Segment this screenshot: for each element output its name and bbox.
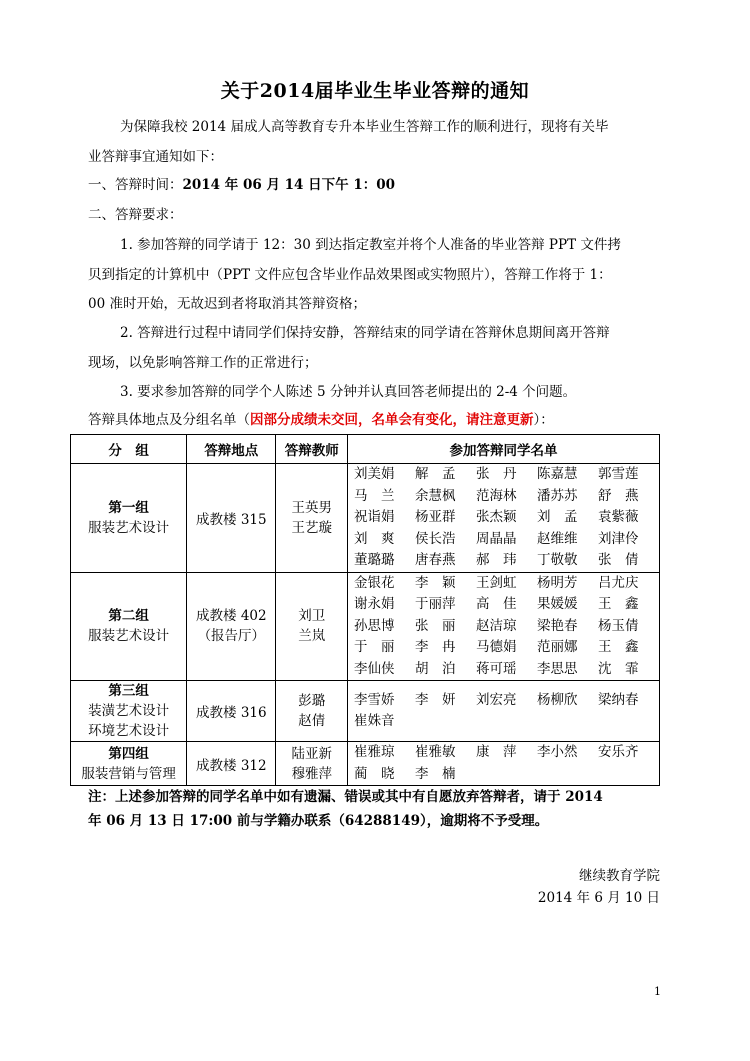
teacher-cell	[276, 572, 348, 681]
student-name: 马德娟	[475, 639, 517, 655]
student-name: 康 萍	[475, 744, 517, 760]
group-major: 服装营销与管理	[81, 765, 176, 782]
group-major: 服装艺术设计	[88, 628, 170, 645]
student-name: 郭雪莲	[597, 466, 639, 482]
student-row	[354, 594, 659, 616]
student-name: 周晶晶	[475, 530, 517, 547]
group-name: 第四组	[108, 745, 149, 762]
time-value: 2014 年 06 月 14 日下午 1：00	[182, 177, 396, 193]
student-name: 沈 霏	[597, 660, 639, 677]
student-name: 李思思	[536, 660, 578, 677]
student-row	[354, 711, 659, 733]
header-group: 分 组	[71, 435, 187, 464]
group-cell	[71, 742, 187, 786]
teacher-name: 刘卫	[298, 608, 326, 625]
student-name: 范海林	[475, 487, 517, 504]
student-name: 蒋可瑶	[475, 660, 517, 677]
table-header-row	[71, 435, 660, 464]
student-name: 李 冉	[414, 639, 456, 655]
intro-line-1: 为保障我校 2014 届成人高等教育专升本毕业生答辩工作的顺利进行，现将有关毕	[120, 119, 609, 135]
table-row	[71, 681, 660, 742]
list-intro-text: 答辩具体地点及分组名单（	[88, 412, 250, 428]
students-cell	[347, 572, 659, 681]
student-name: 董璐璐	[353, 552, 395, 568]
student-row	[354, 486, 659, 508]
location-cell	[187, 572, 276, 681]
time-label: 一、答辩时间：	[88, 177, 183, 193]
signature-org: 继续教育学院	[579, 868, 660, 884]
student-name: 梁纳春	[597, 691, 639, 708]
student-row	[354, 742, 659, 764]
student-name: 祝诣娟	[353, 509, 395, 525]
student-name: 解 孟	[414, 466, 456, 482]
student-name: 李 楠	[414, 765, 456, 782]
student-row	[354, 659, 659, 681]
group-cell	[71, 572, 187, 681]
student-name: 王剑虹	[475, 574, 517, 591]
group-cell	[71, 681, 187, 742]
groups-table	[70, 434, 660, 786]
student-row	[354, 529, 659, 551]
location-cell: 成教楼 315	[187, 464, 276, 573]
student-row	[354, 764, 659, 786]
group-major: 环境艺术设计	[88, 723, 170, 739]
location-line: 成教楼 402	[196, 608, 267, 625]
header-students: 参加答辩同学名单	[347, 435, 659, 464]
student-name: 王 鑫	[597, 596, 639, 612]
note-line-1: 注：上述参加答辩的同学名单中如有遗漏、错误或其中有自愿放弃答辩者，请于 2014	[88, 789, 603, 805]
student-name: 张 丽	[414, 617, 456, 634]
student-row	[354, 507, 659, 529]
table-row	[71, 742, 660, 786]
student-name: 于丽萍	[414, 596, 456, 612]
student-name: 唐春燕	[414, 552, 456, 568]
student-name: 吕尤庆	[597, 574, 639, 591]
student-name: 刘宏亮	[475, 691, 517, 708]
student-name: 张 倩	[597, 552, 639, 568]
teacher-cell	[276, 681, 348, 742]
student-name: 潘苏苏	[536, 487, 578, 504]
table-row	[71, 572, 660, 681]
teacher-name: 赵倩	[298, 713, 326, 729]
student-name: 张杰颖	[475, 509, 517, 525]
update-warning: 因部分成绩未交回，名单会有变化，请注意更新	[250, 412, 534, 428]
student-name: 杨亚群	[414, 509, 456, 525]
teacher-cell	[276, 742, 348, 786]
student-name: 刘津伶	[597, 530, 639, 547]
student-name: 安乐齐	[597, 744, 639, 760]
student-name: 胡 泊	[414, 660, 456, 677]
requirements-label: 二、答辩要求：	[88, 207, 183, 223]
student-row	[354, 690, 659, 712]
student-name: 李雪娇	[353, 691, 395, 708]
student-name: 刘 孟	[536, 509, 578, 525]
note-line-2: 年 06 月 13 日 17:00 前与学籍办联系（64288149），逾期将不予受理。	[88, 813, 549, 829]
student-name: 杨柳欣	[536, 691, 578, 708]
student-name: 杨玉倩	[597, 617, 639, 634]
student-name: 崔雅琼	[353, 744, 395, 760]
student-row	[354, 637, 659, 659]
intro-line-2: 业答辩事宜通知如下：	[88, 149, 223, 165]
student-row	[354, 573, 659, 595]
group-name: 第一组	[108, 499, 149, 516]
student-name: 李 妍	[414, 691, 456, 708]
student-row	[354, 616, 659, 638]
group-major: 服装艺术设计	[88, 519, 170, 536]
teacher-name: 彭璐	[298, 693, 326, 709]
table-row	[71, 464, 660, 573]
header-location: 答辩地点	[187, 435, 276, 464]
student-name: 赵洁琼	[475, 617, 517, 634]
group-cell	[71, 464, 187, 573]
student-row	[354, 550, 659, 572]
student-name: 丁敬敬	[536, 552, 578, 568]
student-name: 李 颖	[414, 574, 456, 591]
student-name: 张 丹	[475, 466, 517, 482]
requirement-1-line-1: 1. 参加答辩的同学请于 12：30 到达指定教室并将个人准备的毕业答辩 PPT 文件拷	[120, 237, 621, 253]
location-cell: 成教楼 312	[187, 742, 276, 786]
requirement-2-line-2: 现场，以免影响答辩工作的正常进行；	[88, 355, 318, 371]
student-name: 梁艳春	[536, 617, 578, 634]
page-title: 关于2014届毕业生毕业答辩的通知	[220, 80, 530, 102]
student-name: 李小然	[536, 744, 578, 760]
teacher-name: 陆亚新	[291, 745, 332, 762]
student-name: 郝 玮	[475, 552, 517, 568]
location-cell: 成教楼 316	[187, 681, 276, 742]
notice-footnote	[88, 785, 678, 833]
group-major: 装潢艺术设计	[88, 703, 170, 719]
teacher-name: 兰岚	[298, 628, 326, 645]
page-number: 1	[654, 985, 661, 998]
students-cell	[347, 464, 659, 573]
student-name: 高 佳	[475, 596, 517, 612]
student-name: 崔雅敏	[414, 744, 456, 760]
requirement-2-line-1: 2. 答辩进行过程中请同学们保持安静，答辩结束的同学请在答辩休息期间离开答辩	[120, 325, 610, 341]
student-name: 谢永娟	[353, 596, 395, 612]
group-name: 第三组	[108, 683, 149, 699]
student-name: 李仙侠	[353, 660, 395, 677]
student-row	[354, 464, 659, 486]
list-intro	[88, 407, 668, 433]
student-name: 陈嘉慧	[536, 466, 578, 482]
student-name: 崔姝音	[353, 713, 395, 729]
teacher-name: 王艺璇	[291, 519, 332, 536]
student-name: 马 兰	[353, 487, 395, 504]
student-name: 蔺 晓	[353, 765, 395, 782]
location-line: （报告厅）	[197, 628, 266, 645]
signature-date: 2014 年 6 月 10 日	[537, 890, 660, 906]
requirement-1-line-2: 贝到指定的计算机中（PPT 文件应包含毕业作品效果图或实物照片），答辩工作将于 1：	[88, 267, 612, 283]
student-name: 余慧枫	[414, 487, 456, 504]
student-name: 刘 爽	[353, 530, 395, 547]
student-name: 金银花	[353, 574, 395, 591]
teacher-cell	[276, 464, 348, 573]
requirement-3-line-1: 3. 要求参加答辩的同学个人陈述 5 分钟并认真回答老师提出的 2-4 个问题。	[120, 384, 577, 400]
student-name: 舒 燕	[597, 487, 639, 504]
student-name: 范丽娜	[536, 639, 578, 655]
student-name: 王 鑫	[597, 639, 639, 655]
group-name: 第二组	[108, 608, 149, 625]
students-cell	[347, 742, 659, 786]
student-name: 侯长浩	[414, 530, 456, 547]
student-name: 果媛媛	[536, 596, 578, 612]
header-teacher: 答辩教师	[276, 435, 348, 464]
student-name: 孙思博	[353, 617, 395, 634]
student-name: 于 丽	[353, 639, 395, 655]
defense-time	[88, 172, 668, 198]
teacher-name: 王英男	[291, 499, 332, 516]
student-name: 杨明芳	[536, 574, 578, 591]
list-intro-end: ）：	[533, 412, 554, 428]
requirement-1-line-3: 00 准时开始，无故迟到者将取消其答辩资格；	[88, 296, 366, 312]
student-name: 袁紫薇	[597, 509, 639, 525]
students-cell	[347, 681, 659, 742]
student-name: 赵维维	[536, 530, 578, 547]
student-name: 刘美娟	[353, 466, 395, 482]
teacher-name: 穆雅萍	[291, 765, 332, 782]
